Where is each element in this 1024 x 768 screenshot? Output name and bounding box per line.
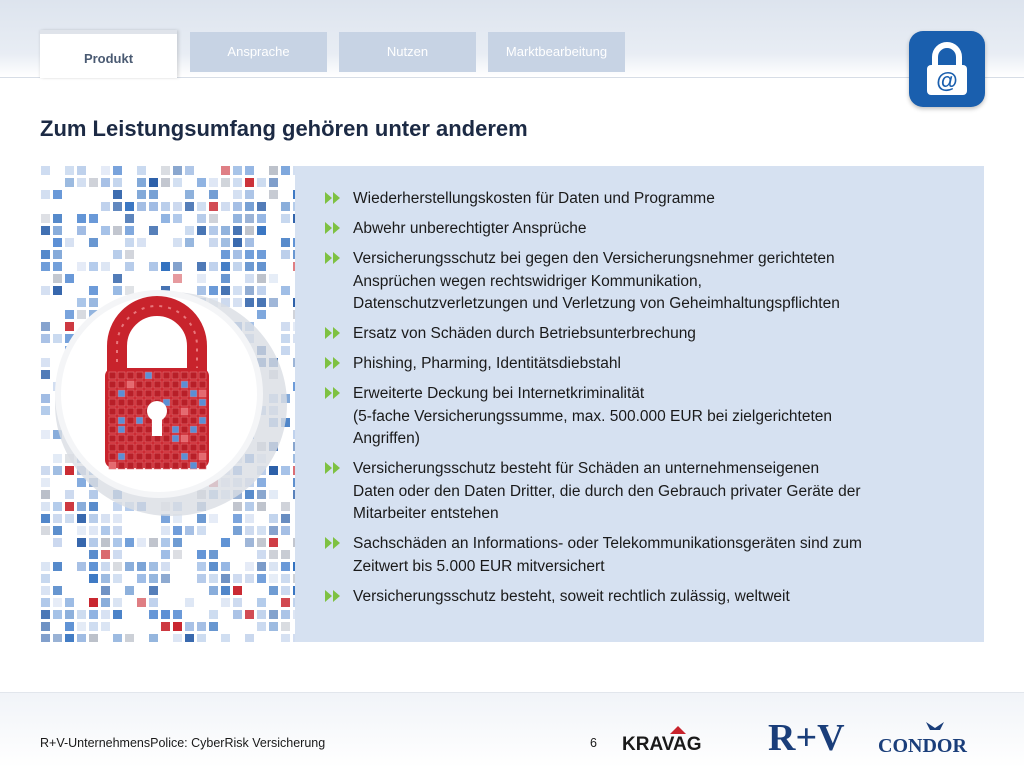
svg-text:KRAVAG: KRAVAG <box>622 734 702 754</box>
svg-text:CONDOR: CONDOR <box>878 735 967 757</box>
svg-text:@: @ <box>936 68 958 93</box>
coverage-list <box>325 188 965 616</box>
hero-padlock-image <box>41 166 297 642</box>
double-arrow-bullet-icon <box>325 462 343 474</box>
list-item: Ersatz von Schäden durch Betriebsunterbrechung <box>325 323 965 346</box>
footer-band <box>0 692 1024 768</box>
double-arrow-bullet-icon <box>325 327 343 339</box>
list-item: Phishing, Pharming, Identitätsdiebstahl <box>325 353 965 376</box>
tab-marktbearbeitung[interactable]: Marktbearbeitung <box>488 32 625 72</box>
double-arrow-bullet-icon <box>325 252 343 264</box>
double-arrow-bullet-icon <box>325 537 343 549</box>
tab-produkt[interactable]: Produkt <box>40 30 177 78</box>
double-arrow-bullet-icon <box>325 590 343 602</box>
list-item: Wiederherstellungskosten für Daten und Programme <box>325 188 965 211</box>
list-item: Sachschäden an Informations- oder Telekommunikationsgeräten sind zum Zeitwert bis 5.000 EUR mitversichert <box>325 533 965 578</box>
tab-nutzen[interactable]: Nutzen <box>339 32 476 72</box>
list-item: Versicherungsschutz besteht für Schäden an unternehmenseigenen Daten oder den Daten Dritter, die durch den Gebrauch privater Geräte der Mitarbeiter entstehen <box>325 458 965 526</box>
rv-logo <box>768 716 852 756</box>
tab-ansprache[interactable]: Ansprache <box>190 32 327 72</box>
page-number: 6 <box>590 736 597 750</box>
double-arrow-bullet-icon <box>325 222 343 234</box>
condor-logo <box>876 718 994 758</box>
footer-title: R+V-UnternehmensPolice: CyberRisk Versicherung <box>40 736 326 750</box>
double-arrow-bullet-icon <box>325 192 343 204</box>
page-title: Zum Leistungsumfang gehören unter anderem <box>40 116 528 141</box>
list-item: Versicherungsschutz bei gegen den Versicherungsnehmer gerichteten Ansprüchen wegen rechtswidriger Kommunikation, Datenschutzverletzungen und Verletzung von Geheimhaltungspflichten <box>325 248 965 316</box>
coverage-panel <box>295 166 984 642</box>
kravag-logo <box>620 724 736 754</box>
svg-text:R+V: R+V <box>768 717 845 756</box>
list-item: Abwehr unberechtigter Ansprüche <box>325 218 965 241</box>
double-arrow-bullet-icon <box>325 357 343 369</box>
list-item: Versicherungsschutz besteht, soweit rechtlich zulässig, weltweit <box>325 586 965 609</box>
email-lock-icon <box>909 31 985 107</box>
list-item: Erweiterte Deckung bei Internetkriminalität (5-fache Versicherungssumme, max. 500.000 EUR bei zielgerichteten Angriffen) <box>325 383 965 451</box>
double-arrow-bullet-icon <box>325 387 343 399</box>
